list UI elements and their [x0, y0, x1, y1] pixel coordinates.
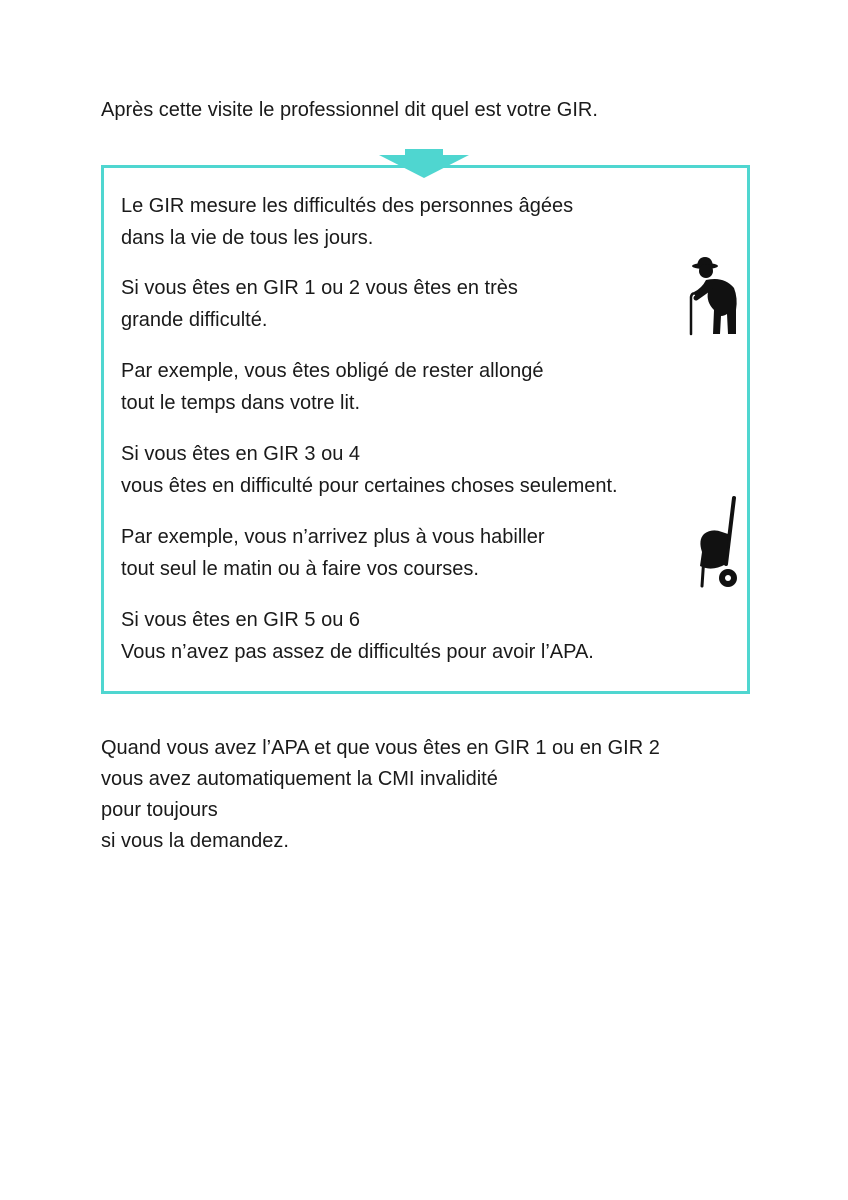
text-line: Si vous êtes en GIR 3 ou 4: [121, 443, 361, 465]
text-line: pour toujours: [101, 799, 218, 821]
text-line: vous êtes en difficulté pour certaines choses seulement.: [121, 475, 618, 497]
elderly-person-with-cane-icon: [684, 254, 744, 338]
text-line: si vous la demandez.: [101, 830, 289, 852]
shopping-trolley-icon: [688, 494, 744, 590]
box-paragraph-gir-5-6: [121, 604, 594, 668]
text-line: Par exemple, vous n’arrivez plus à vous habiller: [121, 526, 545, 548]
text-line: Si vous êtes en GIR 1 ou 2 vous êtes en très: [121, 277, 518, 299]
text-line: tout le temps dans votre lit.: [121, 392, 361, 414]
box-paragraph-gir-1-2: [121, 272, 518, 336]
box-paragraph-example-1: [121, 355, 543, 419]
intro-text: Après cette visite le professionnel dit quel est votre GIR.: [101, 99, 598, 121]
text-line: Quand vous avez l’APA et que vous êtes en GIR 1 ou en GIR 2: [101, 737, 660, 759]
box-paragraph-gir-3-4: [121, 438, 618, 502]
text-line: Par exemple, vous êtes obligé de rester allongé: [121, 360, 544, 382]
box-paragraph-gir-definition: [121, 190, 573, 254]
text-line: dans la vie de tous les jours.: [121, 227, 374, 249]
text-line: Si vous êtes en GIR 5 ou 6: [121, 609, 361, 631]
text-line: Vous n’avez pas assez de difficultés pour avoir l’APA.: [121, 641, 594, 663]
text-line: grande difficulté.: [121, 309, 268, 331]
box-paragraph-example-2: [121, 521, 545, 585]
text-line: tout seul le matin ou à faire vos courses.: [121, 558, 479, 580]
outro-text: [101, 733, 660, 857]
text-line: vous avez automatiquement la CMI invalidité: [101, 768, 498, 790]
text-line: Le GIR mesure les difficultés des personnes âgées: [121, 195, 574, 217]
